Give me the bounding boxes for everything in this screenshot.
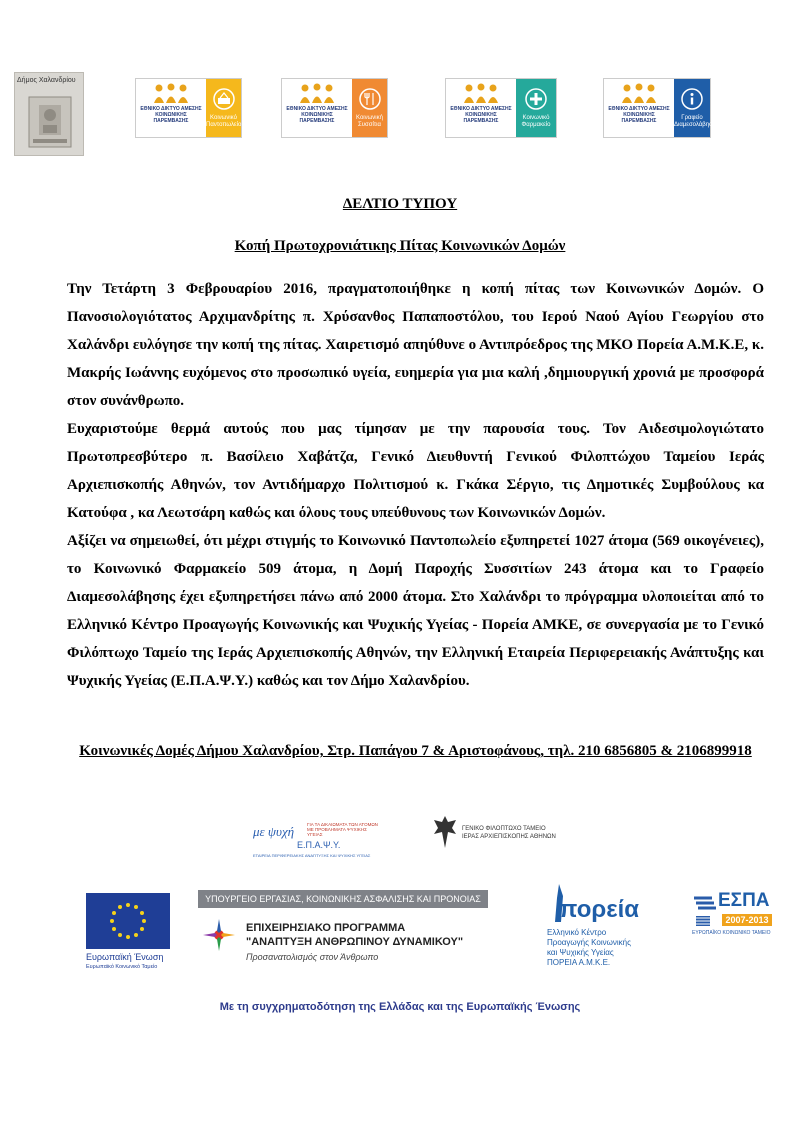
epapsy-name: Ε.Π.Α.Ψ.Υ. <box>297 840 341 850</box>
program-title-1: ΕΠΙΧΕΙΡΗΣΙΑΚΟ ΠΡΟΓΡΑΜΜΑ <box>246 922 406 934</box>
poreia-line2: Προαγωγής Κοινωνικής <box>547 938 631 947</box>
logo-social-grocery <box>135 78 242 138</box>
espa-sub: ΕΥΡΩΠΑΪΚΟ ΚΟΙΝΩΝΙΚΟ ΤΑΜΕΙΟ <box>692 930 771 936</box>
espa-logo <box>692 890 776 940</box>
logo-social-meals <box>281 78 388 138</box>
greek-flag-icon <box>696 916 710 926</box>
logo-mediation-office <box>603 78 719 138</box>
ministry-program-logo <box>198 890 488 980</box>
eu-name: Ευρωπαϊκή Ένωση <box>86 952 164 962</box>
poreia-line3: και Ψυχικής Υγείας <box>547 948 614 957</box>
philoptochos-line1: ΓΕΝΙΚΟ ΦΙΛΟΠΤΩΧΟ ΤΑΜΕΙΟ <box>462 826 546 832</box>
poreia-name: πορεία <box>559 896 640 923</box>
epapsy-logo <box>253 818 381 864</box>
people-icon <box>153 83 189 105</box>
espa-years: 2007-2013 <box>722 914 772 926</box>
document-heading: ΔΕΛΤΙΟ ΤΥΠΟΥ <box>342 196 458 212</box>
poreia-line1: Ελληνικό Κέντρο <box>547 928 607 937</box>
logo-social-pharmacy <box>445 78 557 138</box>
grocery-basket-icon <box>213 88 235 110</box>
paragraph-2: Ευχαριστούμε θερμά αυτούς που μας τίμησαν με την παρουσία τους. Τον Αιδεσιμολογιώτατο Πρωτοπρεσβύτερο π. Βασίλειο Χαβάτζα, Γενικό Διευθυντή Γενικού Φιλοπτώχου Ταμείου Ιεράς Αρχιεπισκοπής Αθηνών, τον Αντιδήμαρχο Πολιτισμού κ. Γκάκα Σέργιο, τις Δημοτικές Συμβούλους κα Κατούφα , κα Λεωτσάρη καθώς και όλους τους υπεύθυνους των Κοινωνικών Δομών. <box>67 421 764 521</box>
program-title-2: "ΑΝΑΠΤΥΞΗ ΑΝΘΡΩΠΙΝΟΥ ΔΥΝΑΜΙΚΟΥ" <box>246 936 464 948</box>
municipal-logo-text: Δήμος Χαλανδρίου <box>17 77 76 84</box>
network-text: ΕΘΝΙΚΟ ΔΙΚΤΥΟ ΑΜΕΣΗΣ ΚΟΙΝΩΝΙΚΗΣ ΠΑΡΕΜΒΑΣΗΣ <box>140 106 202 124</box>
eu-logo <box>86 893 172 973</box>
eu-flag-icon <box>86 893 170 949</box>
philoptochos-line2: ΙΕΡΑΣ ΑΡΧΙΕΠΙΣΚΟΠΗΣ ΑΘΗΝΩΝ <box>462 834 556 840</box>
network-text: ΕΘΝΙΚΟ ΔΙΚΤΥΟ ΑΜΕΣΗΣ ΚΟΙΝΩΝΙΚΗΣ ΠΑΡΕΜΒΑΣΗΣ <box>450 106 512 124</box>
stripes-icon <box>692 894 720 916</box>
logo-label: Κοινωνικό Παντοπωλείο <box>206 115 242 128</box>
logo-label: Κοινωνική Συσσίτια <box>356 115 383 128</box>
network-text: ΕΘΝΙΚΟ ΔΙΚΤΥΟ ΑΜΕΣΗΣ ΚΟΙΝΩΝΙΚΗΣ ΠΑΡΕΜΒΑΣΗΣ <box>608 106 670 124</box>
people-icon <box>299 83 335 105</box>
contact-line: Κοινωνικές Δομές Δήμου Χαλανδρίου, Στρ. Παπάγου 7 & Αριστοφάνους, τηλ. 210 6856805 & 2106899918 <box>79 743 752 759</box>
program-tagline: Προσανατολισμός στον Άνθρωπο <box>246 952 379 962</box>
logo-label: Γραφείο Διαμεσολάβησης <box>674 115 719 128</box>
poreia-logo <box>545 882 645 978</box>
paragraph-3: Αξίζει να σημειωθεί, ότι μέχρι στιγμής το Κοινωνικό Παντοπωλείο εξυπηρετεί 1027 άτομα (569 οικογένειες), το Κοινωνικό Φαρμακείο 509 άτομα, η Δομή Παροχής Συσσιτίων 243 άτομα και το Γραφείο Διαμεσολάβησης έχει εξυπηρετήσει πάνω από 2000 άτομα. Στο Χαλάνδρι το πρόγραμμα υλοποιείται από το Ελληνικό Κέντρο Προαγωγής Κοινωνικής και Ψυχικής Υγείας - Πορεία ΑΜΚΕ, σε συνεργασία με το Γενικό Φιλόπτωχο Ταμείο της Ιεράς Αρχιεπισκοπής Αθηνών, την Ελληνική Εταιρεία Περιφερειακής Ανάπτυξης και Ψυχικής Υγείας (Ε.Π.Α.Ψ.Υ.) καθώς και τον Δήμο Χαλανδρίου. <box>67 533 764 689</box>
philoptochos-logo <box>432 814 582 854</box>
paragraph-1: Την Τετάρτη 3 Φεβρουαρίου 2016, πραγματοποιήθηκε η κοπή πίτας των Κοινωνικών Δομών. Ο Πανοσιολογιότατος Αρχιμανδρίτης π. Χρύσανθος Παπαποστόλου, του Ιερού Ναού Αγίου Γεωργίου στο Χαλάνδρι ευλόγησε την κοπή της πίτας. Χαιρετισμό απηύθυνε ο Αντιπρόεδρος της ΜΚΟ Πορεία Α.Μ.Κ.Ε, κ. Μακρής Ιωάννης ευχόμενος στο προσωπικό υγεία, ευημερία για μια καλή ,δημιουργική χρονιά με προσφορά στον συνάνθρωπο. <box>67 281 764 409</box>
epapsy-tagline: ΓΙΑ ΤΑ ΔΙΚΑΙΩΜΑΤΑ ΤΩΝ ΑΤΟΜΩΝ ΜΕ ΠΡΟΒΛΗΜΑΤΑ ΨΥΧΙΚΗΣ ΥΓΕΙΑΣ <box>307 822 378 837</box>
epapsy-sub: ΕΤΑΙΡΕΙΑ ΠΕΡΙΦΕΡΕΙΑΚΗΣ ΑΝΑΠΤΥΞΗΣ ΚΑΙ ΨΥΧΙΚΗΣ ΥΓΕΙΑΣ <box>253 853 371 858</box>
compass-people-icon <box>202 918 236 952</box>
cutlery-icon <box>359 88 381 110</box>
logo-label: Κοινωνικό Φαρμακείο <box>521 115 551 128</box>
people-icon <box>463 83 499 105</box>
document-subheading: Κοπή Πρωτοχρονιάτικης Πίτας Κοινωνικών Δομών <box>234 238 566 254</box>
espa-name: ΕΣΠΑ <box>718 890 770 911</box>
epapsy-script: με ψυχή <box>253 824 295 839</box>
info-icon <box>681 88 703 110</box>
medical-cross-icon <box>525 88 547 110</box>
people-icon <box>621 83 657 105</box>
poreia-line4: ΠΟΡΕΙΑ Α.Μ.Κ.Ε. <box>547 958 611 967</box>
ministry-banner: ΥΠΟΥΡΓΕΙΟ ΕΡΓΑΣΙΑΣ, ΚΟΙΝΩΝΙΚΗΣ ΑΣΦΑΛΙΣΗΣ ΚΑΙ ΠΡΟΝΟΙΑΣ <box>198 890 488 908</box>
municipal-logo <box>14 72 84 156</box>
municipal-crest-icon <box>25 89 75 151</box>
cofunding-text: Με τη συγχρηματοδότηση της Ελλάδας και της Ευρωπαϊκής Ένωσης <box>219 1001 581 1013</box>
eu-fund: Ευρωπαϊκό Κοινωνικό Ταμείο <box>86 964 158 970</box>
network-text: ΕΘΝΙΚΟ ΔΙΚΤΥΟ ΑΜΕΣΗΣ ΚΟΙΝΩΝΙΚΗΣ ΠΑΡΕΜΒΑΣΗΣ <box>286 106 348 124</box>
byzantine-eagle-icon <box>432 814 458 850</box>
